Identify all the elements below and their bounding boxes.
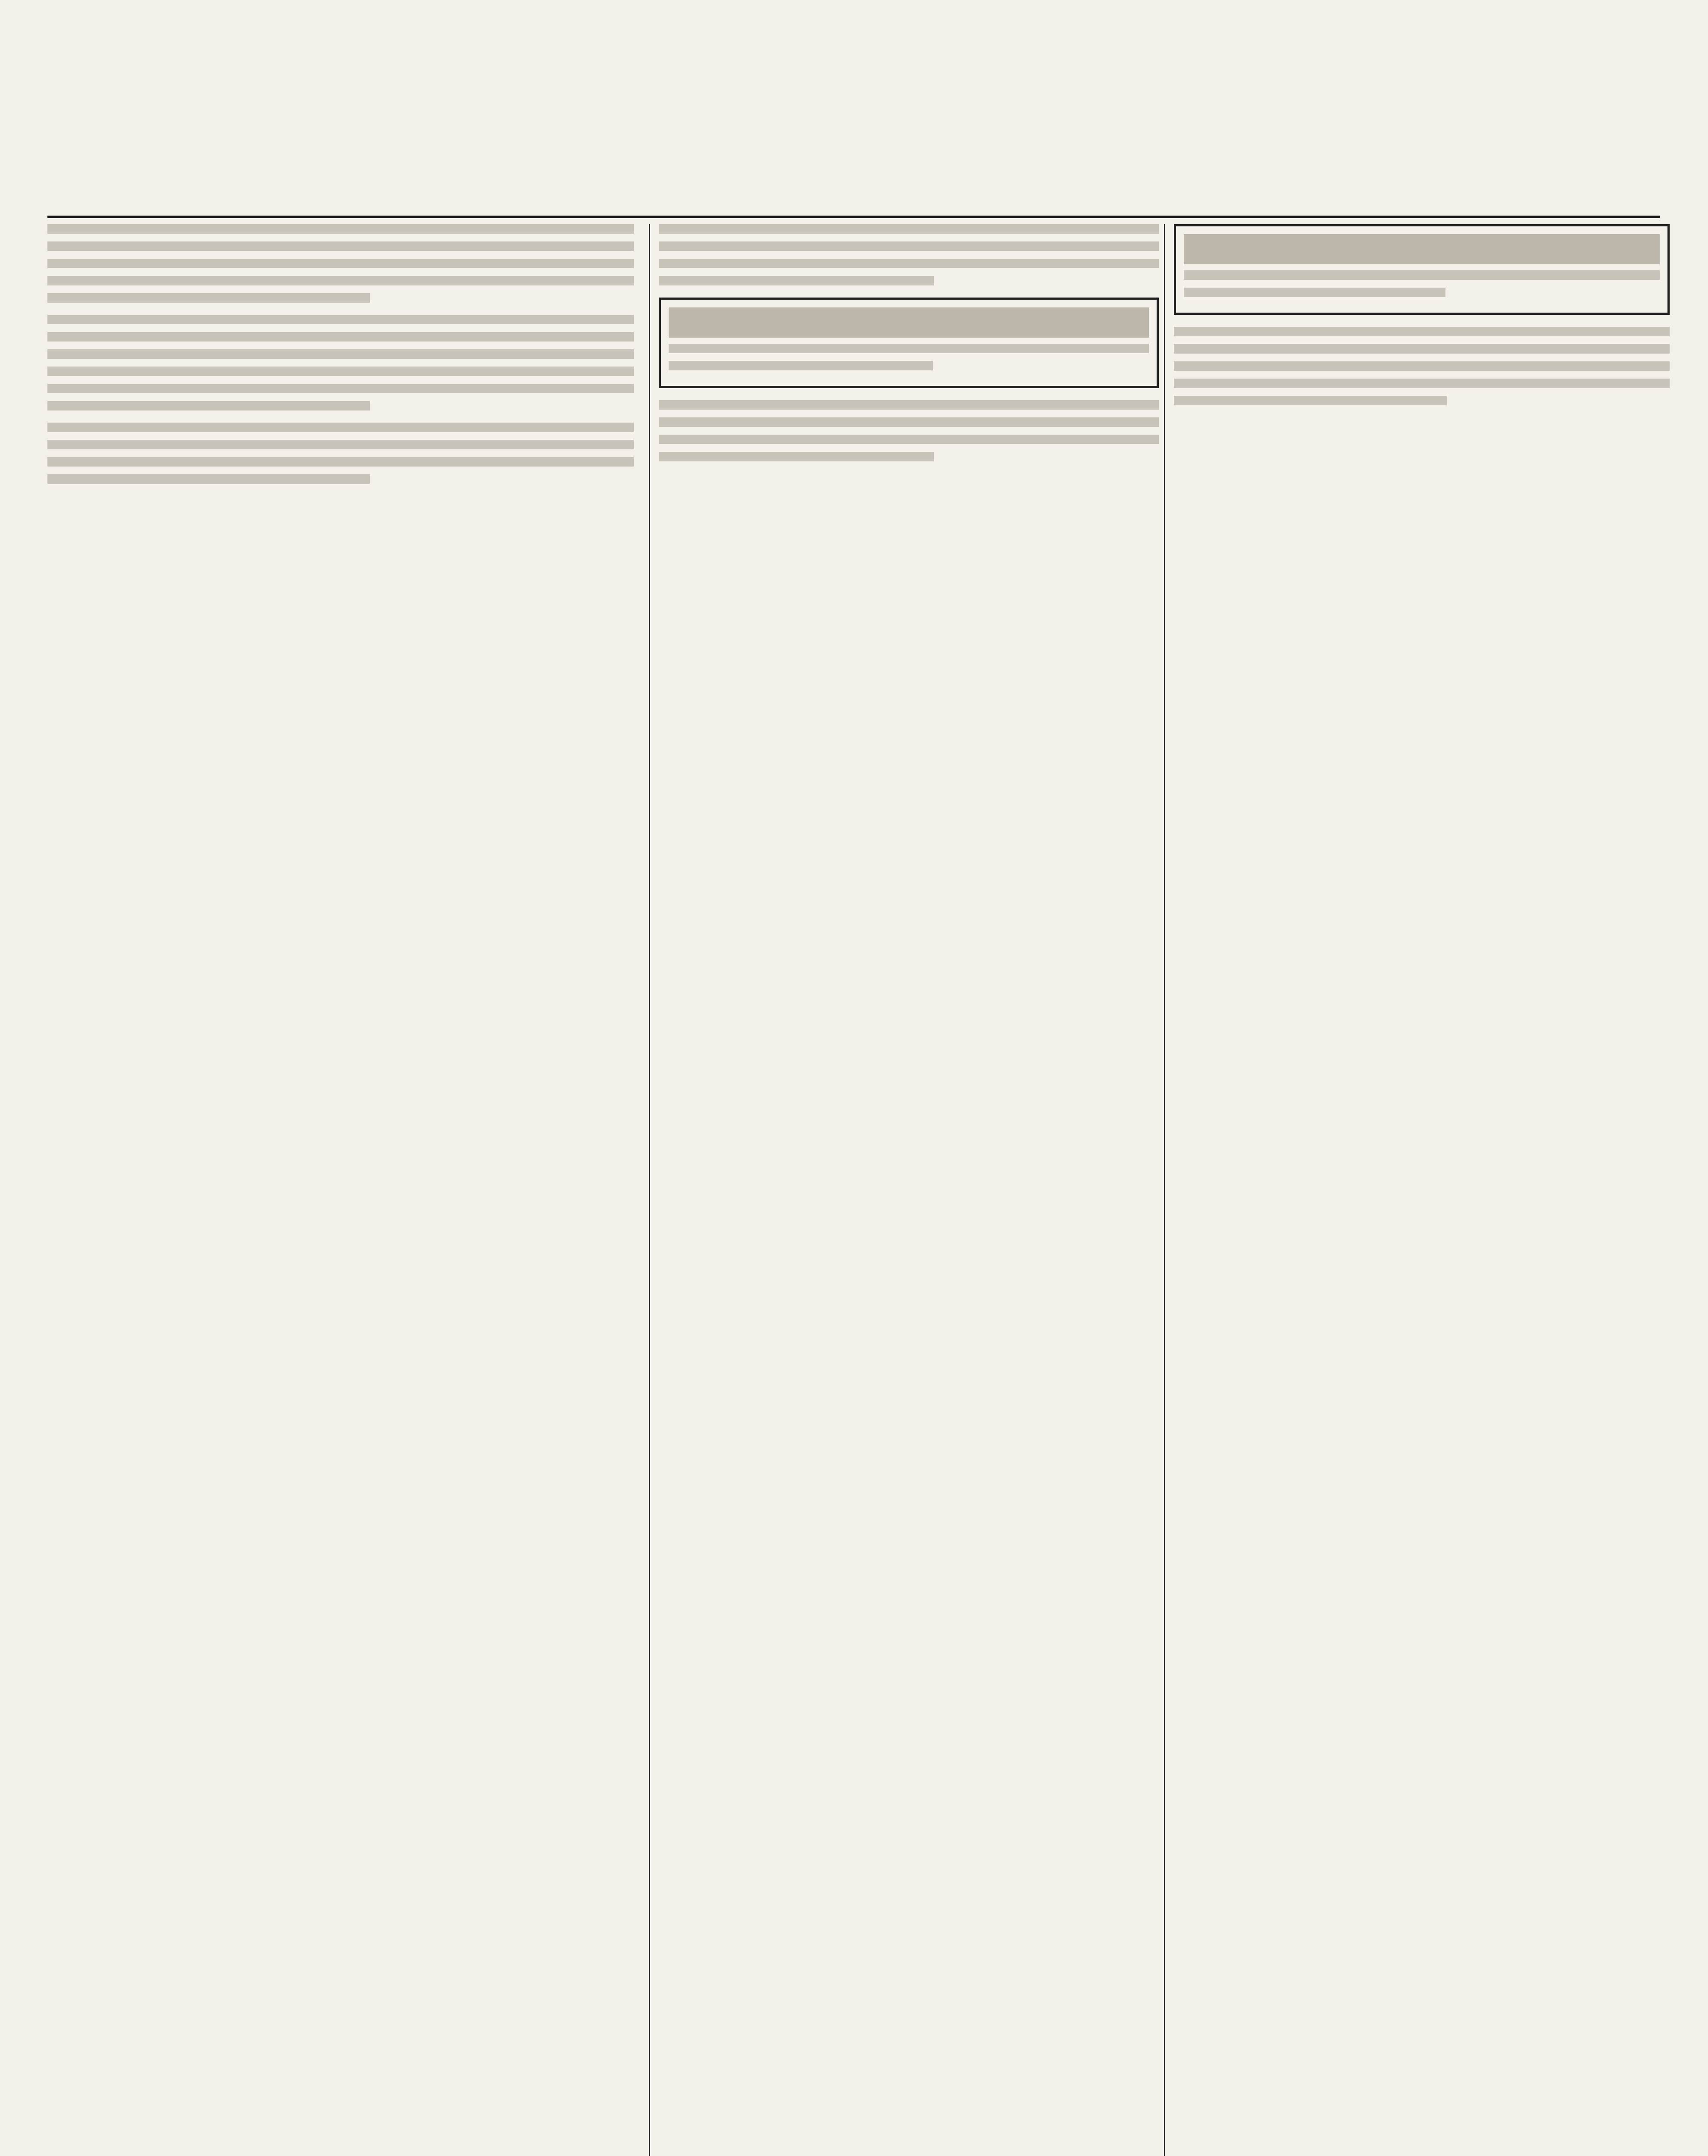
- masthead: [47, 190, 1660, 218]
- text-block: [47, 423, 634, 484]
- text-block: [1174, 327, 1670, 405]
- column-left: [47, 224, 634, 2156]
- column-middle: [649, 224, 1159, 2156]
- text-block: [47, 315, 634, 411]
- advertisement: [1174, 224, 1670, 315]
- column-right: [1164, 224, 1670, 2156]
- advertisement: [659, 298, 1159, 388]
- text-block: [659, 400, 1159, 461]
- text-block: [47, 224, 634, 303]
- text-block: [659, 224, 1159, 285]
